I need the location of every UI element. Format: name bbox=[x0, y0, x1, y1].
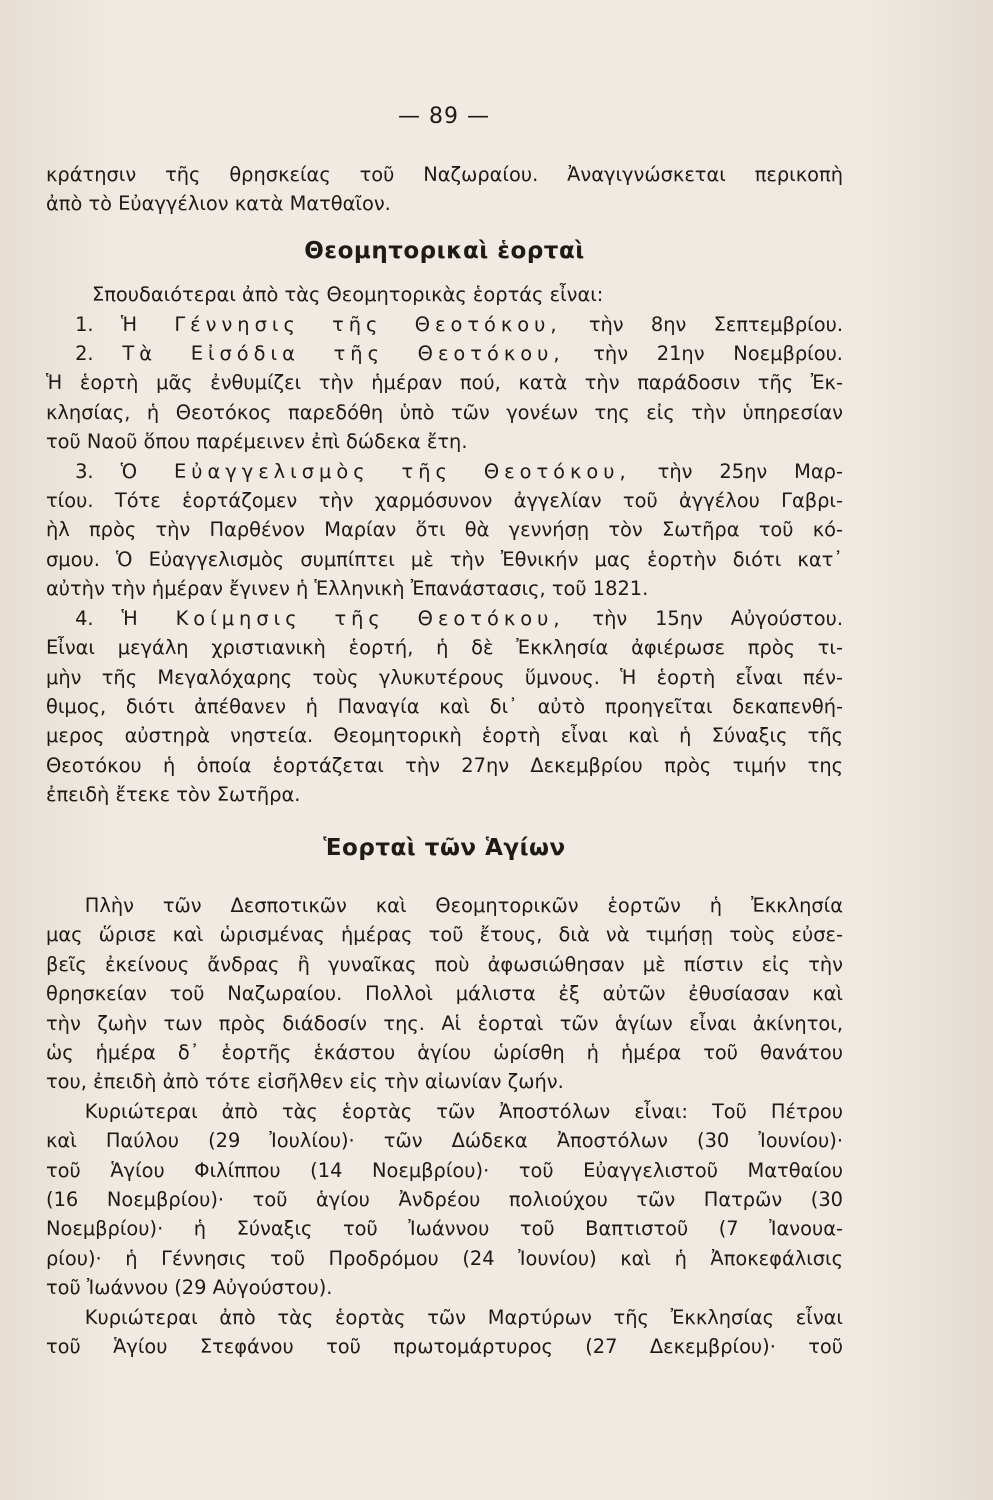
text-line: ὴλ πρὸς τὴν Παρθένον Μαρίαν ὅτι θὰ γεννήσῃ τὸν Σωτῆρα τοῦ κό- bbox=[46, 518, 843, 542]
text-line: τὴν ζωὴν των πρὸς διάδοσίν της. Αἱ ἑορταὶ τῶν ἁγίων εἶναι ἀκίνητοι, bbox=[46, 1011, 843, 1035]
text-line: Ἡ ἑορτὴ μᾶς ἐνθυμίζει τὴν ἡμέραν πού, κατὰ τὴν παράδοσιν τῆς Ἐκ- bbox=[46, 371, 843, 395]
text-line: θιμος, διότι ἀπέθανεν ἡ Παναγία καὶ δι᾽ αὐτὸ προηγεῖται δεκαπενθή- bbox=[46, 694, 843, 718]
text-line: (16 Νοεμβρίου)· τοῦ ἁγίου Ἀνδρέου πολιούχου τῶν Πατρῶν (30 bbox=[46, 1188, 843, 1211]
text-line: ὡς ἡμέρα δ᾽ ἑορτῆς ἑκάστου ἁγίου ὡρίσθη ἡ ἡμέρα τοῦ θανάτου bbox=[46, 1040, 843, 1064]
text-line bbox=[46, 457, 843, 486]
martyrs-paragraph bbox=[46, 1303, 843, 1362]
text-line: κράτησιν τῆς θρησκείας τοῦ Ναζωραίου. Ἀναγιγνώσκεται περικοπὴ bbox=[46, 163, 843, 186]
text-line: τίου. Τότε ἑορτάζομεν τὴν χαρμόσυνον ἀγγελίαν τοῦ ἀγγέλου Γαβρι- bbox=[46, 489, 843, 513]
text-line: τοῦ Ναοῦ ὅπου παρέμεινεν ἐπὶ δώδεκα ἔτη. bbox=[46, 430, 468, 454]
text-line bbox=[46, 604, 843, 633]
section-heading-theometorikai: Θεομητορικαὶ ἑορταὶ bbox=[304, 237, 585, 264]
item-date: τὴν 21ην Νοεμβρίου. bbox=[593, 342, 843, 366]
section-lead: Σπουδαιότεραι ἀπὸ τὰς Θεομητορικὰς ἑορτάς εἶναι: bbox=[92, 283, 604, 307]
text-run: Κυριώτεραι ἀπὸ τὰς ἑορτὰς τῶν Μαρτύρων τῆς Ἐκκλησίας εἶναι bbox=[84, 1305, 843, 1329]
section-heading-saints: Ἑορταὶ τῶν Ἁγίων bbox=[323, 834, 566, 861]
item-title: Ἡ Κοίμησις τῆς Θεοτόκου, bbox=[121, 606, 565, 630]
text-line bbox=[46, 339, 843, 368]
text-line: Νοεμβρίου)· ἡ Σύναξις τοῦ Ἰωάννου τοῦ Βαπτιστοῦ (7 Ἰανουα- bbox=[46, 1217, 843, 1241]
item-number: 2. bbox=[75, 342, 94, 366]
item-number: 3. bbox=[75, 459, 94, 483]
item-date: τὴν 25ην Μαρ- bbox=[657, 459, 843, 483]
apostles-paragraph bbox=[46, 1097, 843, 1303]
text-line: ἀπὸ τὸ Εὐαγγέλιον κατὰ Ματθαῖον. bbox=[46, 192, 391, 216]
list-item bbox=[46, 339, 843, 457]
list-item bbox=[46, 457, 843, 604]
text-line: θρησκείαν τοῦ Ναζωραίου. Πολλοὶ μάλιστα ἐξ αὐτῶν ἐθυσίασαν καὶ bbox=[46, 982, 843, 1006]
text-run: Πλὴν τῶν Δεσποτικῶν καὶ Θεομητορικῶν ἑορτῶν ἡ Ἐκκλησία bbox=[84, 893, 843, 917]
text-line: τοῦ Ἰωάννου (29 Αὐγούστου). bbox=[46, 1276, 333, 1300]
text-line: τοῦ Ἁγίου Στεφάνου τοῦ πρωτομάρτυρος (27 Δεκεμβρίου)· τοῦ bbox=[46, 1335, 843, 1359]
text-line bbox=[46, 310, 843, 339]
intro-paragraph bbox=[46, 160, 843, 219]
list-item bbox=[46, 310, 843, 339]
item-date: τὴν 15ην Αὐγούστου. bbox=[592, 606, 844, 630]
text-line: τοῦ Ἁγίου Φιλίππου (14 Νοεμβρίου)· τοῦ Εὐαγγελιστοῦ Ματθαίου bbox=[46, 1158, 843, 1182]
text-line bbox=[46, 1097, 843, 1126]
item-number: 4. bbox=[75, 606, 94, 630]
text-line: σμου. Ὁ Εὐαγγελισμὸς συμπίπτει μὲ τὴν Ἐθνικήν μας ἑορτὴν διότι κατ᾽ bbox=[46, 547, 843, 571]
text-line: μερος αὐστηρὰ νηστεία. Θεομητορικὴ ἑορτὴ εἶναι καὶ ἡ Σύναξις τῆς bbox=[46, 724, 843, 748]
text-line: βεῖς ἐκείνους ἄνδρας ἢ γυναῖκας ποὺ ἀφωσιώθησαν μὲ πίστιν εἰς τὴν bbox=[46, 952, 843, 976]
text-line: μὴν τῆς Μεγαλόχαρης τοὺς γλυκυτέρους ὕμνους. Ἡ ἑορτὴ εἶναι πέν- bbox=[46, 665, 843, 689]
text-run: Κυριώτεραι ἀπὸ τὰς ἑορτὰς τῶν Ἀποστόλων εἶναι: Τοῦ Πέτρου bbox=[84, 1099, 843, 1123]
item-date: τὴν 8ην Σεπτεμβρίου. bbox=[588, 312, 843, 336]
text-line: ρίου)· ἡ Γέννησις τοῦ Προδρόμου (24 Ἰουνίου) καὶ ἡ Ἀποκεφάλισις bbox=[46, 1246, 843, 1270]
text-line: του, ἐπειδὴ ἀπὸ τότε εἰσῆλθεν εἰς τὴν αἰωνίαν ζωήν. bbox=[46, 1070, 564, 1094]
text-line bbox=[46, 891, 843, 920]
text-line: ἐπειδὴ ἔτεκε τὸν Σωτῆρα. bbox=[46, 783, 301, 807]
saints-paragraph bbox=[46, 891, 843, 1097]
item-number: 1. bbox=[75, 312, 94, 336]
page-number: — 89 — bbox=[398, 104, 490, 129]
text-line: κλησίας, ἡ Θεοτόκος παρεδόθη ὑπὸ τῶν γονέων της εἰς τὴν ὑπηρεσίαν bbox=[46, 400, 843, 424]
item-title: Τὰ Εἰσόδια τῆς Θεοτόκου, bbox=[122, 342, 565, 366]
item-title: Ὁ Εὐαγγελισμὸς τῆς Θεοτόκου, bbox=[120, 459, 631, 483]
text-line: καὶ Παύλου (29 Ἰουλίου)· τῶν Δώδεκα Ἀποστόλων (30 Ἰουνίου)· bbox=[46, 1129, 843, 1153]
text-line: Εἶναι μεγάλη χριστιανικὴ ἑορτή, ἡ δὲ Ἐκκλησία ἀφιέρωσε πρὸς τι- bbox=[46, 636, 843, 660]
page-body bbox=[46, 160, 843, 1361]
text-line bbox=[46, 1303, 843, 1332]
list-item bbox=[46, 604, 843, 810]
text-line: μας ὥρισε καὶ ὡρισμένας ἡμέρας τοῦ ἔτους, διὰ νὰ τιμήσῃ τοὺς εὐσε- bbox=[46, 923, 843, 947]
item-title: Ἡ Γέννησις τῆς Θεοτόκου, bbox=[120, 312, 562, 336]
text-line: αὐτὴν τὴν ἡμέραν ἔγινεν ἡ Ἑλληνικὴ Ἐπανάστασις, τοῦ 1821. bbox=[46, 577, 649, 601]
text-line: Θεοτόκου ἡ ὁποία ἑορτάζεται τὴν 27ην Δεκεμβρίου πρὸς τιμήν της bbox=[46, 753, 843, 777]
